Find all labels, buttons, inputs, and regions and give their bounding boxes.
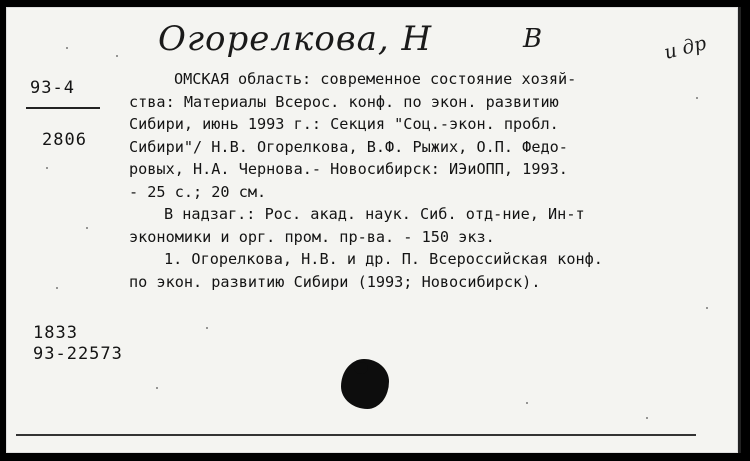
record-line: ОМСКАЯ область: современное состояние хозяй- [174,70,577,88]
record-line: по экон. развитию Сибири (1993; Новосибирск). [129,272,541,291]
record-line: В надзаг.: Рос. акад. наук. Сиб. отд-ние, Ин-т [164,205,585,223]
record-line: - 25 с.; 20 см. [129,182,267,201]
record-body [129,68,729,293]
dust-speck [156,387,158,389]
dust-speck [526,402,528,404]
dust-speck [706,307,708,309]
dust-speck [46,167,48,169]
record-line: экономики и орг. пром. пр-ва. - 150 экз. [129,227,495,246]
handwritten-et-al: и др [661,32,709,64]
catalog-card [6,7,741,453]
call-number-second: 2806 [42,130,87,150]
dust-speck [86,227,88,229]
dust-speck [206,327,208,329]
dust-speck [56,287,58,289]
record-line: Сибири"/ Н.В. Огорелкова, В.Ф. Рыжих, О.П. Федо- [129,137,568,156]
call-number-bottom-1: 1833 [33,323,78,343]
record-line: ровых, Н.А. Чернова.- Новосибирск: ИЭиОПП, 1993. [129,160,568,178]
bottom-rule [16,434,696,436]
record-line: 1. Огорелкова, Н.В. и др. П. Всероссийская конф. [164,250,603,268]
record-line: Сибири, июнь 1993 г.: Секция "Соц.-экон. пробл. [129,115,559,133]
dust-speck [696,97,698,99]
dust-speck [66,47,68,49]
dust-speck [646,417,648,419]
record-line: ства: Материалы Всерос. конф. по экон. развитию [129,92,559,111]
call-number-divider [26,107,100,109]
call-number-bottom-2: 93-22573 [33,344,123,364]
handwritten-initial: В [523,24,543,54]
handwritten-author-name: Огорелкова, Н [158,19,433,59]
dust-speck [116,55,118,57]
call-number-top: 93-4 [30,78,75,98]
ink-blot-fragment [354,362,368,374]
